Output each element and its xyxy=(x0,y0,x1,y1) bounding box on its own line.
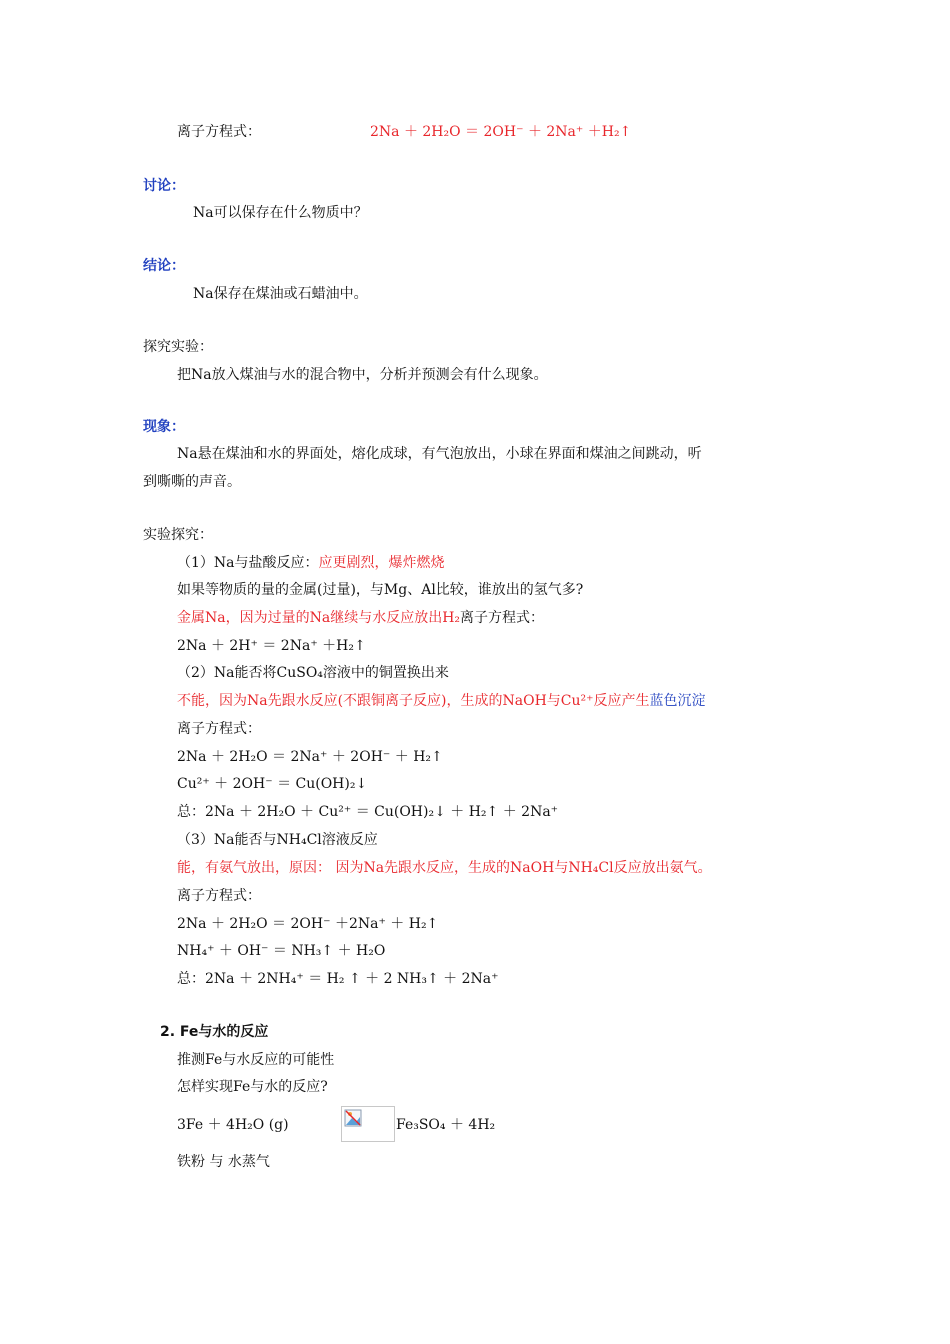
q1-equation: 2Na ＋ 2H⁺ ＝ 2Na⁺ ＋H₂↑ xyxy=(177,638,366,654)
q1-metal-black: 离子方程式： xyxy=(460,610,545,626)
q2-answer xyxy=(177,691,706,711)
fe-labels: 铁粉 与 水蒸气 xyxy=(177,1154,270,1170)
q3-equation-1: 2Na ＋ 2H₂O ＝ 2OH⁻ ＋2Na⁺ ＋ H₂↑ xyxy=(177,916,439,932)
phenomenon-line-2: 到嘶嘶的声音。 xyxy=(143,474,241,490)
q1-line xyxy=(177,553,445,573)
q2-answer-blue: 蓝色沉淀 xyxy=(649,693,706,709)
broken-image-icon xyxy=(344,1109,362,1127)
discuss-heading: 讨论： xyxy=(143,178,185,194)
q3-equation-2: NH₄⁺ ＋ OH⁻ ＝ NH₃↑ ＋ H₂O xyxy=(177,943,386,959)
explore-text: 把Na放入煤油与水的混合物中，分析并预测会有什么现象。 xyxy=(177,367,548,383)
q2-equation-2: Cu²⁺ ＋ 2OH⁻ ＝ Cu(OH)₂↓ xyxy=(177,776,368,792)
explore-heading: 探究实验： xyxy=(143,339,213,355)
conclusion-heading: 结论： xyxy=(143,258,185,274)
q1-label: （1）Na与盐酸反应： xyxy=(177,555,319,571)
ionic-label-1: 离子方程式： xyxy=(177,124,261,140)
experiment-heading: 实验探究： xyxy=(143,527,213,543)
fe-question-1: 推测Fe与水反应的可能性 xyxy=(177,1052,335,1068)
phenomenon-line-1: Na悬在煤油和水的界面处，熔化成球，有气泡放出，小球在界面和煤油之间跳动，听 xyxy=(177,446,702,462)
conclusion-text: Na保存在煤油或石蜡油中。 xyxy=(193,286,368,302)
ionic-label-3: 离子方程式： xyxy=(177,888,261,904)
discuss-question: Na可以保存在什么物质中？ xyxy=(193,205,368,221)
fe-equation-right: Fe₃SO₄ ＋ 4H₂ xyxy=(396,1117,496,1133)
q3-answer: 能，有氨气放出，原因： 因为Na先跟水反应，生成的NaOH与NH₄Cl反应放出氨气。 xyxy=(177,860,712,876)
q3-label: （3）Na能否与NH₄Cl溶液反应 xyxy=(177,832,378,848)
q1-metal-red: 金属Na，因为过量的Na继续与水反应放出H₂ xyxy=(177,610,461,626)
q2-equation-1: 2Na ＋ 2H₂O ＝ 2Na⁺ ＋ 2OH⁻ ＋ H₂↑ xyxy=(177,749,443,765)
q2-label: （2）Na能否将CuSO₄溶液中的铜置换出来 xyxy=(177,665,449,681)
equation-na-water: 2Na ＋ 2H₂O ＝ 2OH⁻ ＋ 2Na⁺ ＋H₂↑ xyxy=(370,124,632,140)
q1-compare: 如果等物质的量的金属(过量)，与Mg、Al比较，谁放出的氢气多? xyxy=(177,582,584,598)
fe-heading: 2. Fe与水的反应 xyxy=(160,1024,269,1040)
ionic-label-2: 离子方程式： xyxy=(177,721,261,737)
fe-question-2: 怎样实现Fe与水的反应? xyxy=(177,1079,328,1095)
q1-answer: 应更剧烈，爆炸燃烧 xyxy=(318,555,445,571)
phenomenon-heading: 现象： xyxy=(143,419,185,435)
q1-metal-line xyxy=(177,608,544,628)
image-placeholder xyxy=(341,1106,395,1142)
q3-equation-total: 总：2Na ＋ 2NH₄⁺ ＝ H₂ ↑ ＋ 2 NH₃↑ ＋ 2Na⁺ xyxy=(177,971,499,987)
q2-equation-total: 总：2Na ＋ 2H₂O ＋ Cu²⁺ ＝ Cu(OH)₂↓ ＋ H₂↑ ＋ 2Na⁺ xyxy=(177,804,559,820)
fe-equation-left: 3Fe ＋ 4H₂O (g) xyxy=(177,1117,289,1133)
q2-answer-red: 不能，因为Na先跟水反应(不跟铜离子反应)，生成的NaOH与Cu²⁺反应产生 xyxy=(177,693,650,709)
